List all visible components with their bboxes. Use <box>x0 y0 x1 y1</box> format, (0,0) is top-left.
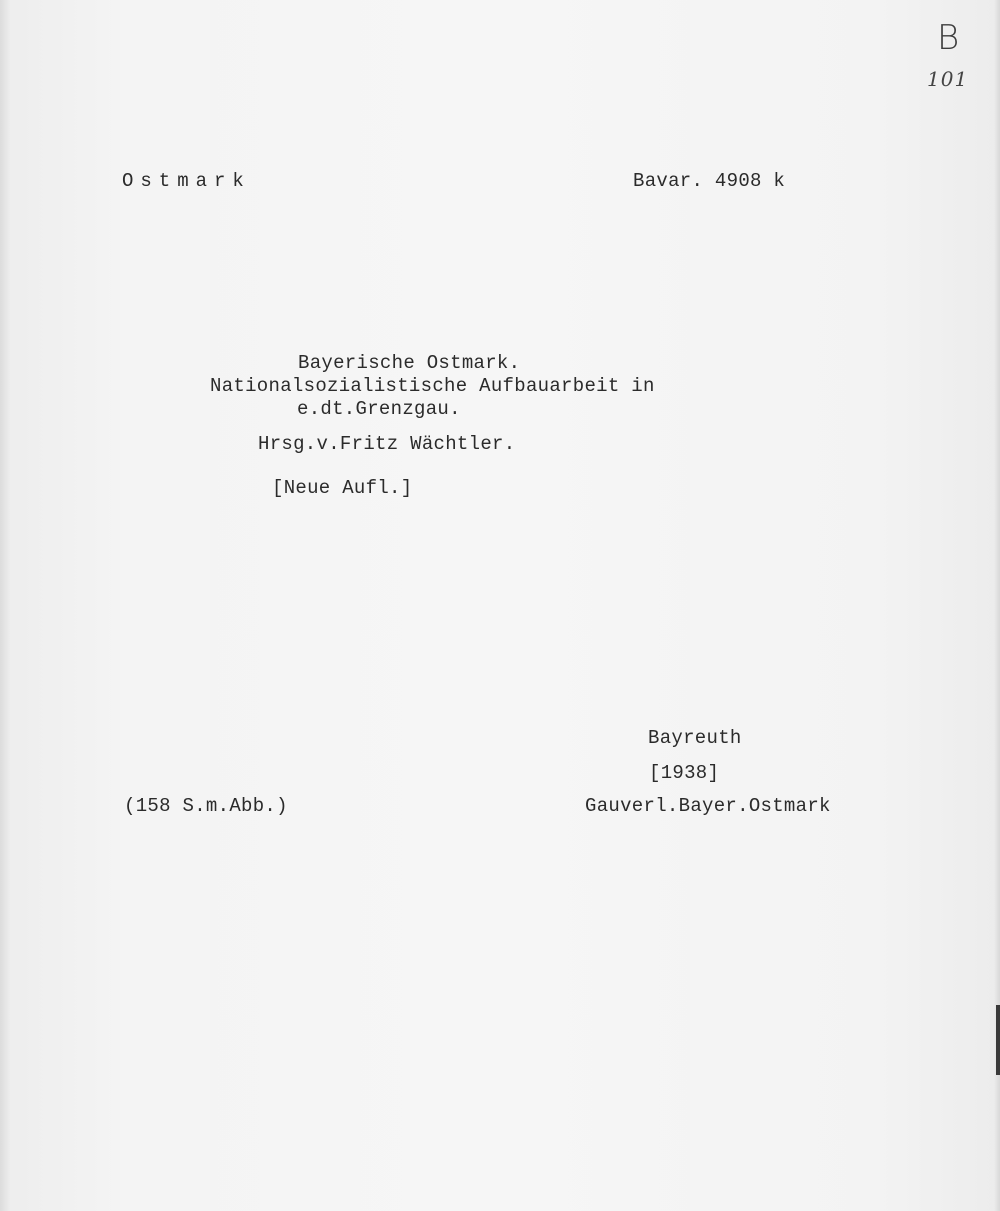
card-edge-mark <box>996 1005 1000 1075</box>
editor-statement: Hrsg.v.Fritz Wächtler. <box>258 433 516 455</box>
subject-heading: Ostmark <box>122 170 251 192</box>
imprint-year: [1938] <box>649 762 720 784</box>
shelfmark: Bavar. 4908 k <box>633 170 786 192</box>
card-left-edge <box>0 0 10 1211</box>
handwritten-number: 101 <box>927 67 969 91</box>
title-line-2: Nationalsozialistische Aufbauarbeit in <box>210 375 655 397</box>
handwritten-letter: B <box>937 18 960 58</box>
imprint-publisher: Gauverl.Bayer.Ostmark <box>585 795 831 817</box>
title-line-1: Bayerische Ostmark. <box>298 352 521 374</box>
title-line-3: e.dt.Grenzgau. <box>297 398 461 420</box>
edition-statement: [Neue Aufl.] <box>272 477 413 499</box>
imprint-place: Bayreuth <box>648 727 742 749</box>
collation: (158 S.m.Abb.) <box>124 795 288 817</box>
